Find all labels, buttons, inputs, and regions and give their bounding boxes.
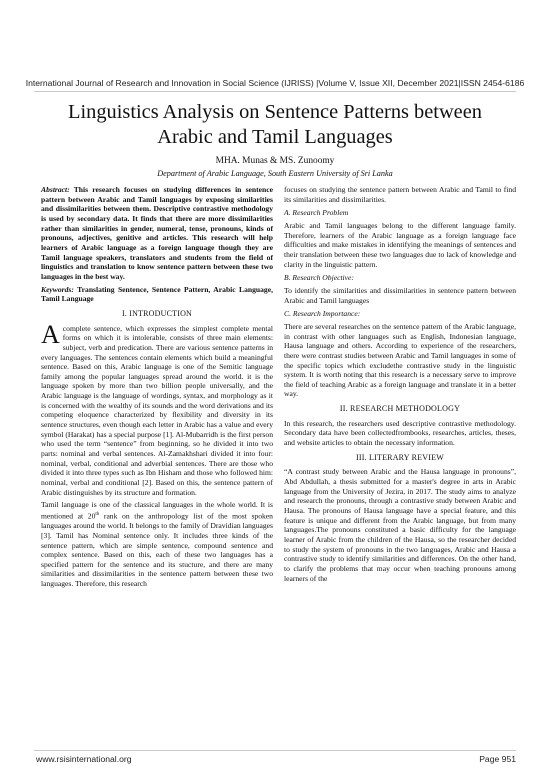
footer-page-number: Page 951 [479,754,516,764]
right-column [284,185,516,586]
literary-review-text: “A contrast study between Arabic and the Hausa language in pronouns”, Abd Abdullah, a thesis submitted for a master's degree in arts in Arabic language from the University of Jezira, in 2017. The study aims to analyze and research the pronouns, through a contrastive study between Arabic and Hausa. The pronouns of Hausa language have a special feature, and this feature is unique and different from the Arabic language, but from many languages.The pronouns constituted a basic difficulty for the language learner of Arabic from the children of the Hausa, so the researcher decided to study the system of pronouns in the two languages, Arabic and Hausa a contrastive study to identify similarities and differences. On the other hand, to clarify the problems that may occur when teaching pronouns among learners of the [284,467,516,583]
intro-paragraph-2-text-a: Tamil language is one of the classical languages in the whole world. It is mentioned at 20 [41,500,273,521]
keywords-text: Translating Sentence, Sentence Pattern, Arabic Language, Tamil Language [41,284,273,304]
subheading-research-problem: A. Research Problem [284,208,349,218]
authors: MHA. Munas & MS. Zunoomy [215,156,335,166]
journal-header: International Journal of Research and Innovation in Social Science (IJRISS) |Volume V, Issue XII, December 2021|ISSN 2454-6186 [25,78,525,88]
left-column [41,185,273,592]
abstract-text: This research focuses on studying differences in sentence pattern between Arabic and Tamil languages by exposing similarities and dissimilarities between them. Descriptive contrastive methodology is used by secondary data. It finds that there are more dissimilarities rather than similarities in gender, numeral, tense, pronouns, kinds of pronouns, adjectives, genitive and articles. This research will help learners of Arabic language as a foreign language though they are Tamil language speakers, translators and students from the field of linguistics and translation to know sentence pattern between these two languages in the best way. [41,185,273,281]
intro-continuation: focuses on studying the sentence pattern between Arabic and Tamil to find its similarities and dissimilarities. [284,185,516,204]
intro-paragraph-1 [41,319,273,498]
abstract [41,185,273,282]
keywords [41,285,273,304]
header-divider [34,91,516,92]
affiliation: Department of Arabic Language, South Eastern University of Sri Lanka [157,169,393,178]
drop-cap: A [41,319,60,349]
subheading-research-importance: C. Research Importance: [284,309,361,319]
intro-paragraph-2 [41,500,273,588]
subheading-research-objective: B. Research Objective: [284,273,354,283]
keywords-label: Keywords: [41,284,74,294]
ordinal-suffix: th [95,512,100,517]
title-line-1: Linguistics Analysis on Sentence Patterns between [68,101,482,123]
footer-website: www.rsisinternational.org [36,754,132,764]
abstract-label: Abstract: [41,185,70,194]
research-problem-text: Arabic and Tamil languages belong to the different language family. Therefore, learners of the Arabic language as a foreign language face difficulties and make mistakes in identifying the meanings of sentences and their translation between these two languages due to lack of knowledge and clarity in the linguistic pattern. [284,220,516,269]
intro-paragraph-2-text-b: rank on the anthropology list of the most spoken languages around the world. It belongs to the family of Dravidian languages [3]. Tamil has Nominal sentence only. It includes three kinds of the sentence pattern, which are simple sentence, compound sentence and complex sentence. Based on this, each of these two languages has a specified pattern for the sentence and its stucture, and there are many similarities and dissimilarities in the sentence pattern between these two languages. Therefore, this research [41,511,273,589]
research-objective-text: To identify the similarities and dissimilarities in sentence pattern between Arabic and Tamil languages [284,285,516,305]
paper-title [20,100,530,150]
intro-paragraph-1-text: complete sentence, which expresses the simplest complete mental forms on which it is intolerable, consists of three main elements: subject, verb and predication. There are various sentence patterns in every languages. The sentences contain elements which build a meaningful sentence. Based on this, Arabic language is one of the Semitic language family among the popular languages spread around the world. it is the language spoken by more than two billion people universally, and the Arabic language is the language of wordings, syntax, and morphology as it is concerned with the wealthy of its sounds and the word derivations and its competing eloquence characterized by flexibility and diversity in its sentence structures, even though each letter in Arabic has a value and every symbol (Harakat) has a special purpose [1]. Al-Mubarridh is the first person who used the term “sentence” from beginning, so he divided it into two parts: nominal and verbal sentences. Al-Zamakhshari divided it into four: nominal, verbal, conditional and adverbial sentences. There are those who divided it into three types such as Ibn Hisham and those who followed him: nominal, verbal and conditional [2]. Based on this, the sentence pattern of Arabic distinguishes by its structure and formation. [41,323,273,497]
methodology-text: In this research, the researchers used descriptive contrastive methodology. Secondary data have been collectedfrombooks, researches, articles, theses, and website articles to obtain the necessary information. [284,418,516,448]
title-line-2: Arabic and Tamil Languages [157,126,393,148]
section-heading-introduction: I. INTRODUCTION [121,308,193,318]
research-importance-text: There are several researches on the sentence pattern of the Arabic language, in contrast with other languages such as English, Indonesian language, Hausa language and others. According to experience of the researchers, there were contrast studies between Arabic and Tamil languages in some of the specific topics which excludethe contrastive study in the linguistic system. It is worth noting that this research is a necessary serve to improve the field of teaching Arabic as a foreign language and translate it in a better way. [284,321,516,399]
section-heading-literary-review: III. LITERARY REVIEW [356,452,444,462]
footer-divider [34,750,516,751]
section-heading-methodology: II. RESEARCH METHODOLOGY [339,404,461,414]
